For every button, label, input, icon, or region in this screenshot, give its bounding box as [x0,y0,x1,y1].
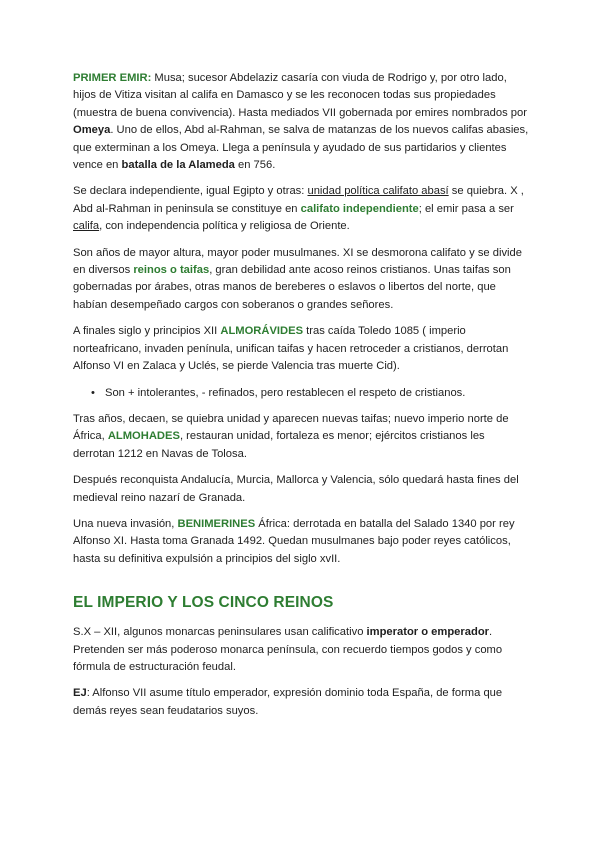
paragraph-benimerines [73,516,529,568]
term-reinos-taifas: reinos o taifas [133,264,210,277]
term-primer-emir: PRIMER EMIR: [73,72,152,84]
paragraph-primer-emir [73,70,529,174]
text: África: derrotada en batalla del Salado 1340 por rey Alfonso XI. Hasta toma Granada 1492. Quedan musulmanes bajo poder reyes católicos, hasta su definitiva expulsión a principios del siglo xvII. [73,517,515,565]
text: Tras años, decaen, se quiebra unidad y aparecen nuevas taifas; nuevo imperio norte de África, [73,412,509,443]
term-almohades: ALMOHADES [107,430,180,443]
text: Una nueva invasión, [73,517,178,530]
term-imperator: imperator o emperador [366,626,490,639]
text: Se declara independiente, igual Egipto y otras: [73,185,308,198]
text: , restauran unidad, fortaleza es menor; ejércitos cristianos les derrotan 1212 en Navas de Tolosa. [73,430,485,460]
text: , con independencia política y religiosa de Oriente. [99,220,350,233]
text: : Alfonso VII asume título emperador, expresión dominio toda España, de forma que demás reyes sean feudatarios suyos. [73,687,503,717]
text: , gran debilidad ante acoso reinos cristianos. Unas taifas son gobernadas por árabes, otras manos de bereberes o eslavos o libertos del norte, que habían desempeñado cargos con soberanos o grandes señores. [73,264,511,311]
label-ej: EJ [73,687,87,700]
paragraph-almohades [73,411,529,463]
paragraph-independencia [73,183,529,235]
paragraph-taifas [73,245,529,315]
text: Son años de mayor altura, mayor poder musulmanes. XI se desmorona califato y se divide en diversos [73,246,522,277]
paragraph-ejemplo [73,685,529,720]
text: Musa; sucesor Abdelaziz casaría con viuda de Rodrigo y, por otro lado, hijos de Vitiza visitan al califa en Damasco y se les reconocen todas sus propiedades (muestra de buena convivencia). Hasta mediados VII gobernada por emires nombrados por [73,72,527,119]
term-omeya: Omeya [73,124,111,137]
paragraph-imperator [73,624,529,676]
term-batalla-alameda: batalla de la Alameda [121,159,235,172]
section-heading: EL IMPERIO Y LOS CINCO REINOS [73,594,334,612]
text: se quiebra. X , Abd al-Rahman in peninsula se constituye en [73,185,524,215]
text: A finales siglo y principios XII [73,325,221,338]
term-unidad-politica: unidad política califato abasí [307,185,449,198]
term-califa: califa [73,220,100,233]
text: tras caída Toledo 1085 ( imperio norteafricano, invaden penínula, unifican taifas y hacen retroceder a cristianos, derrotan Alfonso VI en Zalaca y Uclés, se pierde Valencia tras muerte Cid). [73,325,509,373]
paragraph-reconquista: Después reconquista Andalucía, Murcia, Mallorca y Valencia, sólo quedará hasta fines del medieval reino nazarí de Granada. [73,474,519,504]
term-almoravides: ALMORÁVIDES [220,325,304,338]
paragraph-almoravides [73,323,529,375]
term-califato-independiente: califato independiente [300,202,419,215]
text: . Pretenden ser más poderoso monarca península, con recuerdo tiempos godos y como fórmula de estructuración feudal. [73,626,503,673]
list-item: • Son + intolerantes, - refinados, pero restablecen el respeto de cristianos. [91,385,529,402]
bullet-list [73,385,529,402]
text: . Uno de ellos, Abd al-Rahman, se salva de matanzas de los nuevos califas abasies, que exterminan a los Omeya. Llega a península y ayudado de sus partidarios y clientes vence en [73,124,529,172]
text: S.X – XII, algunos monarcas peninsulares usan calificativo [73,626,367,639]
term-benimerines: BENIMERINES [177,517,256,530]
text: en 756. [234,159,276,172]
text: ; el emir pasa a ser [418,202,514,215]
